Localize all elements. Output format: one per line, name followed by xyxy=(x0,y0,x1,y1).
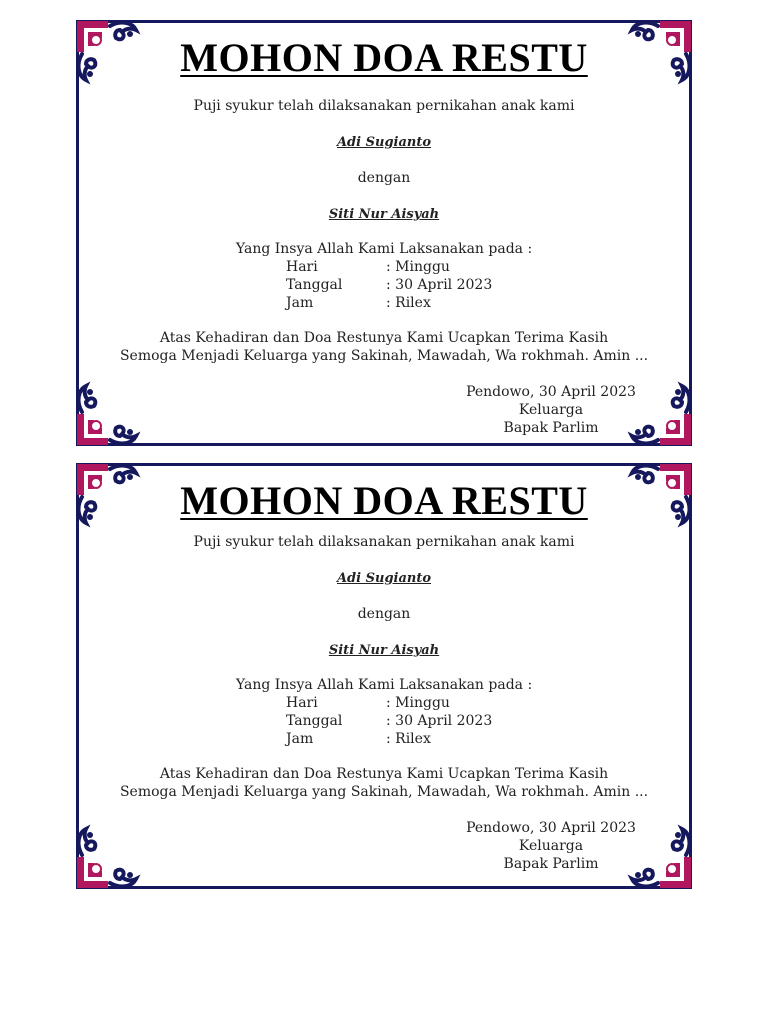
thanks-text: Atas Kehadiran dan Doa Restunya Kami Ucapkan Terima Kasih xyxy=(159,330,609,346)
connector-text: dengan xyxy=(357,606,411,622)
thanks-text: Atas Kehadiran dan Doa Restunya Kami Ucapkan Terima Kasih xyxy=(159,766,609,782)
family-label: Keluarga xyxy=(518,402,584,418)
host-name: Bapak Parlim xyxy=(503,856,599,872)
ornamental-corner-icon xyxy=(74,376,146,448)
place-date: Pendowo, 30 April 2023 xyxy=(466,820,636,836)
card-title: MOHON DOA RESTU xyxy=(180,35,588,80)
schedule-intro: Yang Insya Allah Kami Laksanakan pada : xyxy=(235,241,533,257)
host-name: Bapak Parlim xyxy=(503,420,599,436)
place-date: Pendowo, 30 April 2023 xyxy=(466,384,636,400)
card-border xyxy=(76,20,692,446)
schedule-intro: Yang Insya Allah Kami Laksanakan pada : xyxy=(235,677,533,693)
connector-text: dengan xyxy=(357,170,411,186)
bride-name: Siti Nur Aisyah xyxy=(328,643,440,658)
detail-row-hari: Hari : Minggu xyxy=(286,259,450,275)
groom-name: Adi Sugianto xyxy=(336,571,432,586)
wish-text: Semoga Menjadi Keluarga yang Sakinah, Mawadah, Wa rokhmah. Amin ... xyxy=(119,348,649,364)
invitation-card-1 xyxy=(76,20,692,446)
wish-text: Semoga Menjadi Keluarga yang Sakinah, Mawadah, Wa rokhmah. Amin ... xyxy=(119,784,649,800)
intro-text: Puji syukur telah dilaksanakan pernikahan anak kami xyxy=(193,534,575,550)
card-title: MOHON DOA RESTU xyxy=(180,478,588,523)
detail-row-jam: Jam : Rilex xyxy=(286,295,431,311)
groom-name: Adi Sugianto xyxy=(336,135,432,150)
detail-row-tanggal: Tanggal : 30 April 2023 xyxy=(286,713,493,729)
detail-row-tanggal: Tanggal : 30 April 2023 xyxy=(286,277,493,293)
bride-name: Siti Nur Aisyah xyxy=(328,207,440,222)
ornamental-corner-icon xyxy=(74,819,146,891)
family-label: Keluarga xyxy=(518,838,584,854)
intro-text: Puji syukur telah dilaksanakan pernikahan anak kami xyxy=(193,98,575,114)
detail-row-hari: Hari : Minggu xyxy=(286,695,450,711)
detail-row-jam: Jam : Rilex xyxy=(286,731,431,747)
invitation-card-2 xyxy=(76,463,692,889)
